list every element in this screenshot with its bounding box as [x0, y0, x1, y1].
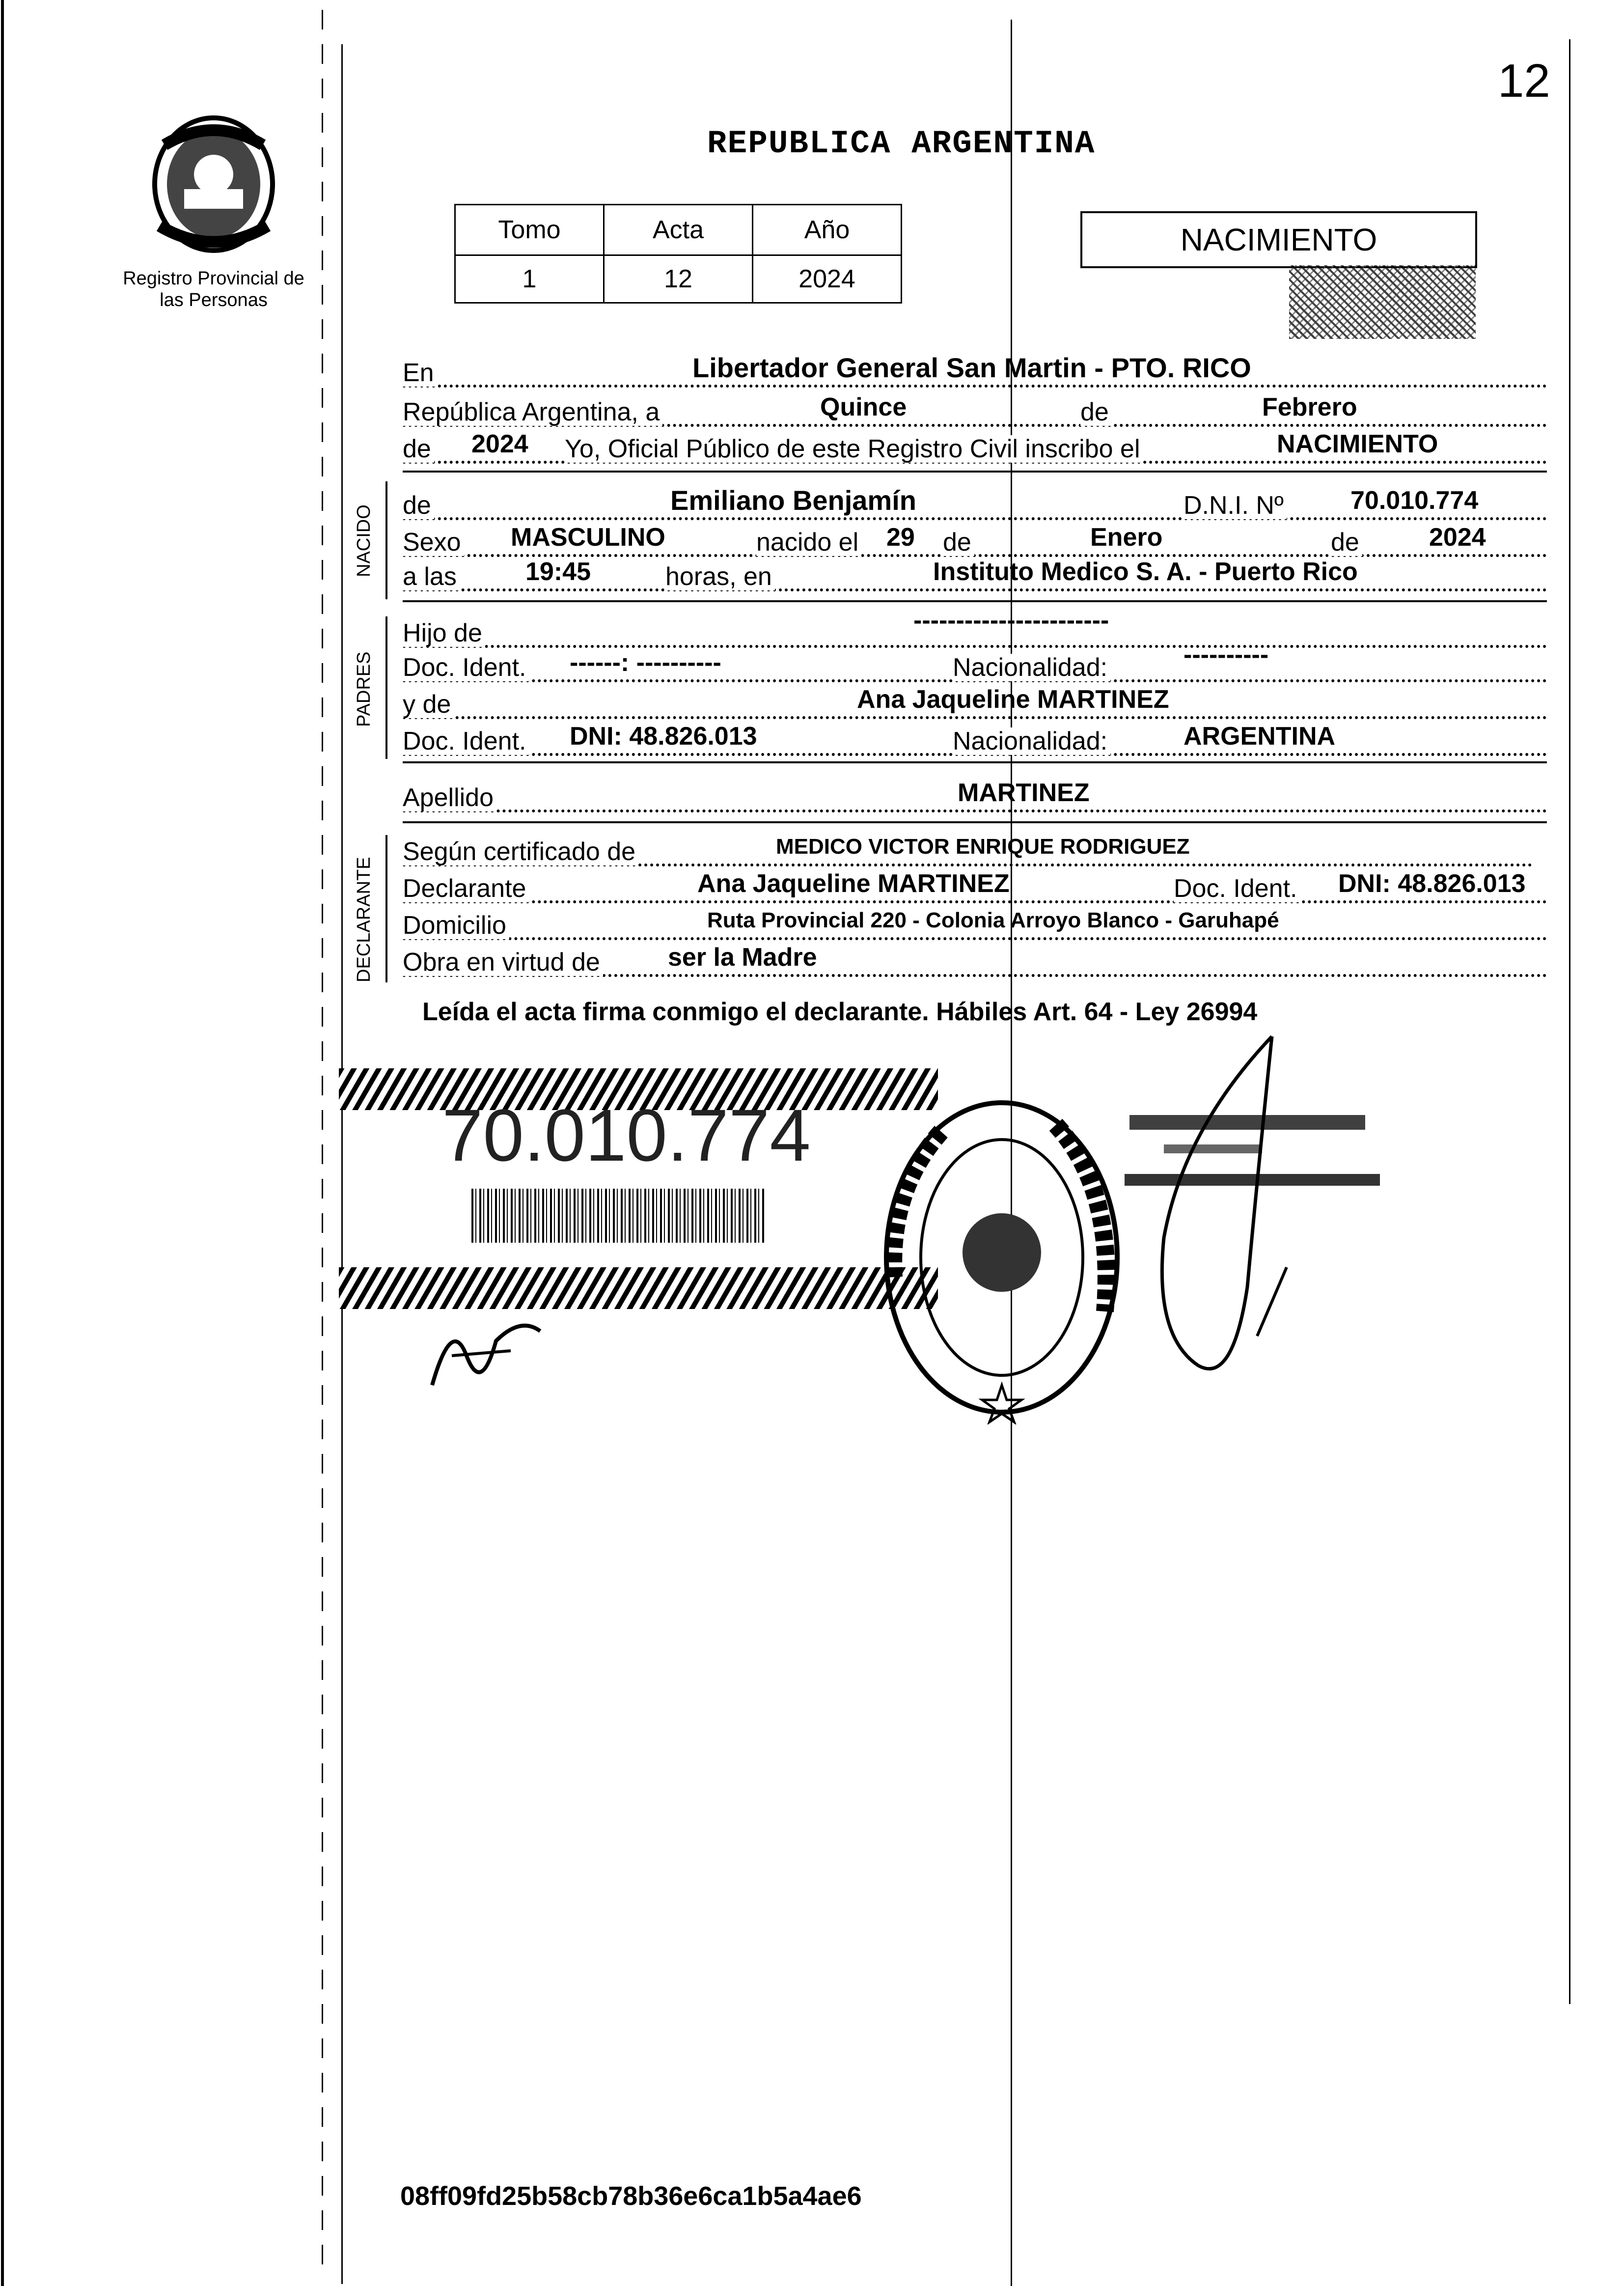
stamp-number: 70.010.774 — [442, 1094, 811, 1176]
label-en: En — [403, 359, 437, 387]
value-declarante-doc: DNI: 48.826.013 — [1338, 869, 1526, 898]
value-father-nat: ---------- — [1184, 641, 1269, 669]
value-month: Febrero — [1262, 393, 1357, 421]
line-domicilio — [403, 909, 1547, 943]
table-header-tomo: Tomo — [455, 205, 604, 255]
label-de-month: de — [943, 529, 974, 556]
label-father-nat: Nacionalidad: — [953, 654, 1110, 681]
closing-statement: Leída el acta firma conmigo el declarante. Hábiles Art. 64 - Ley 26994 — [422, 998, 1258, 1026]
line-republica — [403, 395, 1547, 430]
value-certificado: MEDICO VICTOR ENRIQUE RODRIGUEZ — [776, 835, 1190, 859]
label-a-las: a las — [403, 563, 460, 590]
label-declarante: Declarante — [403, 875, 529, 902]
table-cell-tomo: 1 — [455, 255, 604, 303]
label-mother-doc: Doc. Ident. — [403, 727, 529, 755]
label-dni: D.N.I. Nº — [1184, 492, 1287, 519]
label-apellido: Apellido — [403, 784, 496, 811]
value-birth-year: 2024 — [1429, 523, 1486, 552]
line-mother-doc — [403, 722, 1547, 759]
section-label-declarante: DECLARANTE — [354, 857, 374, 982]
line-y-de — [403, 685, 1547, 722]
label-segun: Según certificado de — [403, 838, 638, 865]
label-de-year: de — [403, 435, 434, 463]
label-father-doc: Doc. Ident. — [403, 654, 529, 681]
registry-table — [454, 204, 902, 304]
value-father-doc: ------: ---------- — [570, 648, 721, 677]
registry-label: Registro Provincial de las Personas — [123, 268, 304, 310]
value-day: Quince — [820, 393, 907, 421]
table-cell-ano: 2024 — [753, 255, 902, 303]
value-place: Libertador General San Martin - PTO. RICO — [692, 352, 1251, 383]
value-birth-month: Enero — [1090, 523, 1163, 552]
padres-bar — [385, 616, 387, 759]
value-domicilio: Ruta Provincial 220 - Colonia Arroyo Blanco - Garuhapé — [707, 908, 1279, 932]
table-header-acta: Acta — [604, 205, 753, 255]
declarante-bar — [385, 835, 387, 982]
fold-line-2 — [341, 44, 343, 2284]
right-fold-line — [1569, 39, 1570, 2004]
officer-signature — [1125, 1031, 1400, 1385]
label-domicilio: Domicilio — [403, 912, 509, 939]
divider-3 — [403, 761, 1547, 763]
label-sexo: Sexo — [403, 529, 464, 556]
label-republica: República Argentina, a — [403, 398, 662, 426]
section-label-nacido: NACIDO — [354, 504, 374, 577]
line-hijo-de — [403, 606, 1547, 651]
label-hijo-de: Hijo de — [403, 619, 485, 647]
divider-2 — [403, 600, 1547, 602]
divider-4 — [403, 821, 1547, 823]
page-number: 12 — [1498, 55, 1550, 107]
official-seal — [869, 1090, 1134, 1424]
value-mother: Ana Jaqueline MARTINEZ — [857, 685, 1169, 714]
label-y-de: y de — [403, 691, 454, 718]
line-apellido — [403, 781, 1547, 815]
nacido-bar — [385, 481, 387, 599]
value-year: 2024 — [471, 430, 528, 458]
line-nacido-name — [403, 485, 1547, 523]
label-horas-en: horas, en — [665, 563, 775, 590]
barcode — [471, 1189, 766, 1243]
value-inscribo: NACIMIENTO — [1277, 430, 1438, 458]
value-mother-nat: ARGENTINA — [1184, 722, 1336, 751]
value-obra: ser la Madre — [668, 943, 817, 972]
value-father: ----------------------- — [913, 606, 1109, 635]
security-hologram — [1289, 265, 1476, 339]
table-header-ano: Año — [753, 205, 902, 255]
line-en — [403, 352, 1547, 390]
left-edge-line — [1, 0, 4, 2286]
fold-line-1 — [322, 10, 323, 2279]
value-declarante-name: Ana Jaqueline MARTINEZ — [697, 869, 1010, 898]
label-declarante-doc: Doc. Ident. — [1174, 875, 1300, 902]
line-sexo — [403, 523, 1547, 560]
label-obra: Obra en virtud de — [403, 948, 603, 976]
value-birth-time: 19:45 — [525, 558, 591, 586]
page-title: REPUBLICA ARGENTINA — [707, 125, 1096, 162]
line-obra — [403, 943, 1547, 980]
label-yo-text: Yo, Oficial Público de este Registro Civil inscribo el — [565, 435, 1143, 463]
label-de: de — [1080, 398, 1112, 426]
value-mother-doc: DNI: 48.826.013 — [570, 722, 757, 751]
line-yo — [403, 432, 1547, 467]
label-de-year2: de — [1331, 529, 1362, 556]
label-nacido-el: nacido el — [756, 529, 861, 556]
value-child-name: Emiliano Benjamín — [670, 485, 916, 516]
label-mother-nat: Nacionalidad: — [953, 727, 1110, 755]
document-hash: 08ff09fd25b58cb78b36e6ca1b5a4ae6 — [400, 2181, 862, 2211]
line-declarante — [403, 869, 1547, 906]
section-label-padres: PADRES — [354, 651, 374, 727]
line-segun — [403, 835, 1547, 869]
value-birth-place: Instituto Medico S. A. - Puerto Rico — [933, 558, 1358, 586]
divider-1 — [403, 471, 1547, 473]
value-birth-day: 29 — [886, 523, 915, 552]
value-sexo: MASCULINO — [511, 523, 665, 552]
table-cell-acta: 12 — [604, 255, 753, 303]
label-de-name: de — [403, 492, 434, 519]
value-apellido: MARTINEZ — [958, 779, 1090, 807]
value-child-dni: 70.010.774 — [1350, 486, 1479, 515]
line-hora — [403, 560, 1547, 594]
declarant-signature — [422, 1297, 550, 1395]
province-coat-of-arms-logo — [130, 111, 297, 258]
record-type-box: NACIMIENTO — [1080, 211, 1477, 268]
line-father-doc — [403, 641, 1547, 685]
